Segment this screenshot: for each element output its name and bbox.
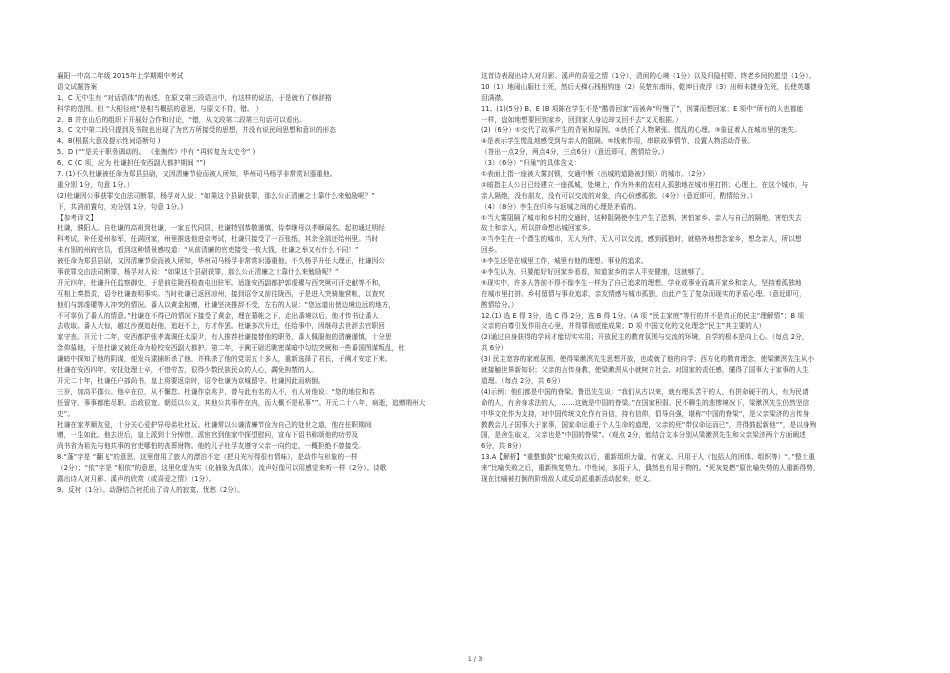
text-line: 6分，共 8分） (481, 442, 526, 451)
answer-subtitle: 语文试题答案 (57, 82, 98, 91)
text-line: 念仰慕他，于是杜谦又被任命为检校安西副大都护。第二年，于阗王尉迟眺密谋暗中勾结突厥和一些番国图谋叛乱，杜 (57, 344, 406, 353)
text-line: ①表面上指一座被大雾封锁，交通中断（出城的道路被封锁）的城市。（2分） (481, 170, 709, 179)
text-line: 10（1）地闹山服壮士死，然后天梯石栈相钩连（2）吴楚东南坼，乾坤日夜浮（3）出师未捷身先死，长使英雄 (481, 82, 811, 91)
text-line: （答出一点2分，两点4分，三点6分）（意近即可，酌情给分。） (481, 148, 669, 157)
text-line: ②当李生在一个漂生的城市，无人为伴，无人可以交流，感到孤独时，就格外地想念家乡，想念亲人，所以想 (481, 235, 802, 244)
text-line: 被任命为郑县县尉，又因清廉节俭而被人所知，华州司马杨孚非常赏识器重他。不久杨孚升任大理正，杜谦因公 (57, 257, 385, 266)
text-line: 4、B(根据大意及提示性词语断句 ) (57, 137, 161, 146)
text-line: 史”。 (57, 409, 74, 418)
text-line: 开元二十年，杜谦任户部尚书，皇上将要返京时，诏令杜谦为京城留守。杜谦因此而病倒。 (57, 376, 325, 385)
text-line: 6、C (C 项，应为 杜谦担任安西副大都护期间 “”) (57, 159, 206, 168)
text-line: 命的人，有舍身求法的人，……这就是中国的脊梁。”在国家积弱、民不聊生的悲惨境况下，梁漱溟先生仍然坚信 (481, 398, 810, 407)
exam-title: 襄阳一中高二年级 2015年上学期期中考试 (57, 72, 184, 80)
text-line: 2、B 并在山后的组织下开展好合作和讨论，“错，从文段第二段第三句话可以看出。 (57, 115, 306, 124)
text-line: 杜谦在家孝顺友爱，十分关心爱护异母弟杜杜玩。杜谦常以公谦清廉节俭为自己的处世之道，他在任职期间 (57, 420, 372, 429)
left-text-block (57, 93, 477, 496)
text-line: 重分别 1分，句意 1分。） (57, 180, 134, 189)
text-line: (2)通过自身获得的学问才能切实实用；开放民主的教育氛围与交流的环境，自学的根本是向上心。（每点 2分， (481, 333, 809, 342)
text-line: 1、C 无中生有 “对话语体”的表述，在原文第三段语言中，有这样的说法，于是就有了修辞格 (57, 93, 332, 102)
text-line: ④是表示学生慌乱地感受到与亲人的阻隔。⑤线索作用，串联故事情节，设置人物活动背景。 (481, 137, 755, 146)
text-line: 【参考译文】 (57, 213, 98, 222)
text-line: 开元四年，杜谦升任监察御史，于是前往陇西检查屯田驻军。适逢安西副都护郭虔瓘与西突厥可汗史献等不和， (57, 278, 385, 287)
text-line: 3、C 文中第二段只提到及书院也出现了为官方所接受的思想，并没有说民间思想和意识的形态 (57, 126, 336, 135)
text-line: 杜谦在安西四年，安抚处理士卒，不惜劳苦，很得少数民族民众的人心，蠲免拘禁的人。 (57, 366, 319, 375)
text-line: 就接触世界新知识；父亲的言传身教，使梁漱溟从小就树立社会、对国家的责任感，懂得了国事大于家事的人生 (481, 366, 809, 375)
text-line: 父亲的自尊引发作用在心里，并得罪彻底能成果；D 项 中国文化的文化理念“民主”其主要的人） (481, 322, 766, 331)
text-line: 这首诗表现出诗人对月影、溪声的喜爱之情（1分），清闲的心境（1分）以及归隐村野、终老乡间的愿望（1分）。 (481, 72, 816, 80)
text-line: (4)示例：他们都是中国的脊梁。鲁迅先生说：“我们从古以来，就有埋头苦干的人，有拼命硬干的人，有为民请 (481, 387, 809, 396)
text-line: 现在比喻被打倒的阶级敌人或反动派重新活动起来，贬义。 (481, 474, 656, 483)
text-line: 尚书省为祖先与他共事的官吏哪怕的丧葬财物。他的儿子杜孚友遵守父亲一向约定，一概拒绝不曾接受。 (57, 442, 365, 451)
text-line: ④李生认为，只要能好好回家乡看看，知道家乡的亲人平安健康，这就够了。 (481, 268, 708, 277)
text-line: 一样，盘如地想要回到家乡，回到家人身边却又回不去“又无根据。） (481, 115, 683, 124)
text-line: 杜谦，濮阳人。自杜谦的高祖到杜谦，一家五代同居，杜谦特别恭敬谨慎，侍奉继母以孝顺闻名。起初通过明经 (57, 224, 385, 233)
text-line: (2)杜谦因公事获罪交由法司断罪，杨孚对人说：“如果这个县尉获罪，那么公正清廉之士靠什么来勉励呢？” (57, 191, 375, 200)
left-column (57, 71, 477, 496)
text-line: 不可辜负了番人的情意。”杜谦在不得已的情况下接受了黄金，埋在幕帐之下，走出番境以后，他才传书让番人 (57, 311, 379, 320)
text-line: ③李生还是在城里工作，城里有他的理想、事业的追求。 (481, 257, 648, 266)
text-line: 谦暗中探知了他的阴谋，便发兵逮捕斩杀了他，并株杀了他的党羽五十多人，重新选择了君长，于阗才安定下来。 (57, 355, 392, 364)
text-line: （2分）；“依”字是 “相依”的意思，这里化虚为实（化抽象为具体），流声好像可以用感觉来听一样（2分）。诗歌 (57, 464, 387, 473)
text-line: 国，是舍生取义，父亲也是“中国的脊梁”。（观点 2分，能结合文本分别从梁漱溟先生和父亲梁济两个方面阐述 (481, 431, 806, 440)
text-line: 道理。（每点 2分，共 6分） (481, 376, 565, 385)
text-line: 教教会儿子国事大于家事，国家命运重于个人生命的道理，父亲的死“带仅命运而已”，并得鼓起新他“”，是以身殉 (481, 420, 817, 429)
text-line: 露出诗人对月影、溪声的欣赏（或喜爱之情）（1分）。 (57, 474, 216, 483)
text-line: （3）（6分）“归巢”的具体含义： (481, 159, 581, 168)
text-line: ⑤现实中，许多人答前不得不像李生一样为了自己追求的理想，学业或事业而离开家乡和亲人，坚持着孤独地 (481, 278, 802, 287)
text-line: 故土和亲人，所以拼命想出城回家乡。 (481, 224, 595, 233)
text-line: 酌情给分。） (481, 300, 518, 309)
text-line: 赠，一生如此。他去世后，皇上派到十分悼惜，派宦官到他家中探望慰问，宣布下诏书称颂他的功劳及 (57, 431, 359, 440)
text-line: 他们与郭虔瓘等人冲突的情况。番人以黄金相赠，杜谦坚决推辞不受，左右的人说：“您远道出使边境边远的地方， (57, 300, 396, 309)
text-line: （4）（8分）李生在归乡与返城之间的心理是矛盾的。 (481, 202, 641, 211)
text-line: 家守丧。开元十二年，安西都护张孝嵩调任太原尹，有人推荐杜谦接替他的职务，番人佩服他的清廉谨慎，十分思 (57, 333, 392, 342)
text-line: 去收取。番人大惊，越过沙漠追赶他，追赶不上，方才作罢。杜谦多次升迁，任给事中，因继母去世辞去官职回 (57, 322, 385, 331)
text-line: 7. (1)不久杜谦被任命为郑县县尉，又因清廉节俭而被人所知，华州司马杨孚非常赏识器重他。 (57, 170, 337, 179)
text-line: 任留守，事事都能尽职。治政很宽。朝廷以公义，其他公共事件在内，而大概不是私事””。开元二十八年，病逝，追赠荆州大 (57, 398, 426, 407)
text-line: 12.(1) 选 E 得 3分，选 C 得 2分，选 B 得 1分。（A 项 “民主家庭”等行的并不是真正的民主“理解情”；B 项 (481, 311, 805, 320)
text-line: 在城市里打拼。乡村留情与事业追求，亲友情感与城市孤独，由此产生了复杂而现实的矛盾心理。（意近即可， (481, 289, 806, 298)
text-line: ②暗指主人公日已经建立一座孤城，处境上，作为外来的农村人孤独地在城市里打拼；心理上，在这个城市，与 (481, 180, 809, 189)
text-line: ①当大雾阻隔了城市和乡村的交通时，这种阻隔使李生产生了恐惧，害怕家乡、亲人与自己的隔绝，害怕失去 (481, 213, 802, 222)
text-line: 11、(1)(5分) B、E (B 项陈在学生不是“酷兽回家”而被奔“咛慢了”，因雾而想回家；E 项中“所有的人也都能 (481, 104, 804, 113)
text-line: 下，共消前置句，劝分别 1分，句意 1分。) (57, 202, 184, 211)
text-line: 5、D (“”是关于职务调动的。 《张衡传》中有 “再转复为太史令” ) (57, 148, 256, 157)
right-column (481, 71, 901, 485)
page-number: 1 / 3 (467, 655, 483, 663)
text-line: 亲人隔绝，没有朋友，没有可以交流的对象，内心倍感孤独。（4分）（意近即可，酌情给分。） (481, 191, 757, 200)
text-line: 泪满襟。 (481, 93, 508, 102)
text-line: 科考试，补任爰州参军，任满回家，州里推选他进京考试，杜谦只接受了一百张纸，其余全部还给州里。当时 (57, 235, 379, 244)
text-line: 中华文化作为支持，对中国传统文化作有自信，持有信仰，倡导自强，堪称“中国的脊梁”，是父亲梁济的言传身 (481, 409, 810, 418)
text-line: 共 6分） (481, 344, 508, 353)
text-line: 来”比喻失败之后，重新恢复势力。中性词，多用于人，偶然也有用于物的。“死灰复燃”原比喻失势的人重新得势， (481, 464, 820, 473)
right-text-block (481, 71, 901, 485)
text-line: (2)（6分）①交代了故事产生的背景和原因。②烘托了人物紧张、慌乱的心理。③象征着人在城市里的迷失。 (481, 126, 801, 135)
text-line: 13.A【解析】“重整旗鼓”比喻失败以后，重新组织力量，有褒义。只用于人（包括人的团体、组织等）“。”整士重 (481, 453, 816, 462)
text-line: 科学的范围。但 “大相径庭”是相当概括的意思，与原文不符，错。 ） (57, 104, 263, 113)
text-line: 9、反衬（1分）。动静结合衬托出了诗人的寂寞、忧愁（2分）。 (57, 485, 245, 494)
text-line: 三岁，加高平郡公。他卒在位，从不懈怠。杜谦作京兆尹，曾与此有名的人不，有人对他说：“您的地位和名 (57, 387, 376, 396)
text-line: (3) 民主宽容的家庭氛围，使得梁漱溟先生思想开放，也或就了他的自学；西方化的教育理念，使梁漱溟先生从小 (481, 355, 815, 364)
text-line: 8.“蓬”字是 “翻飞”的意思，这里借用了旅人的漂泊不定（把月光写得很有情味），是动作与形象的一样 (57, 453, 358, 462)
text-line: 未有别的州府官员，看到这种情景感叹道：“从前清廉的官吏接受一枚大钱，杜谦之举又有什么不同！” (57, 246, 359, 255)
text-line: 事获罪交由法司断罪，杨孚对人说：“如果这个县尉获罪，那么公正清廉之士靠什么来勉励呢？” (57, 268, 339, 277)
text-line: 回乡。 (481, 246, 502, 255)
text-line: 互相上奏指责，诏令杜谦查明事实。当时杜谦已返回凉州，接到诏令又前往陇西，于是进入突骑施营帐，以查究 (57, 289, 385, 298)
